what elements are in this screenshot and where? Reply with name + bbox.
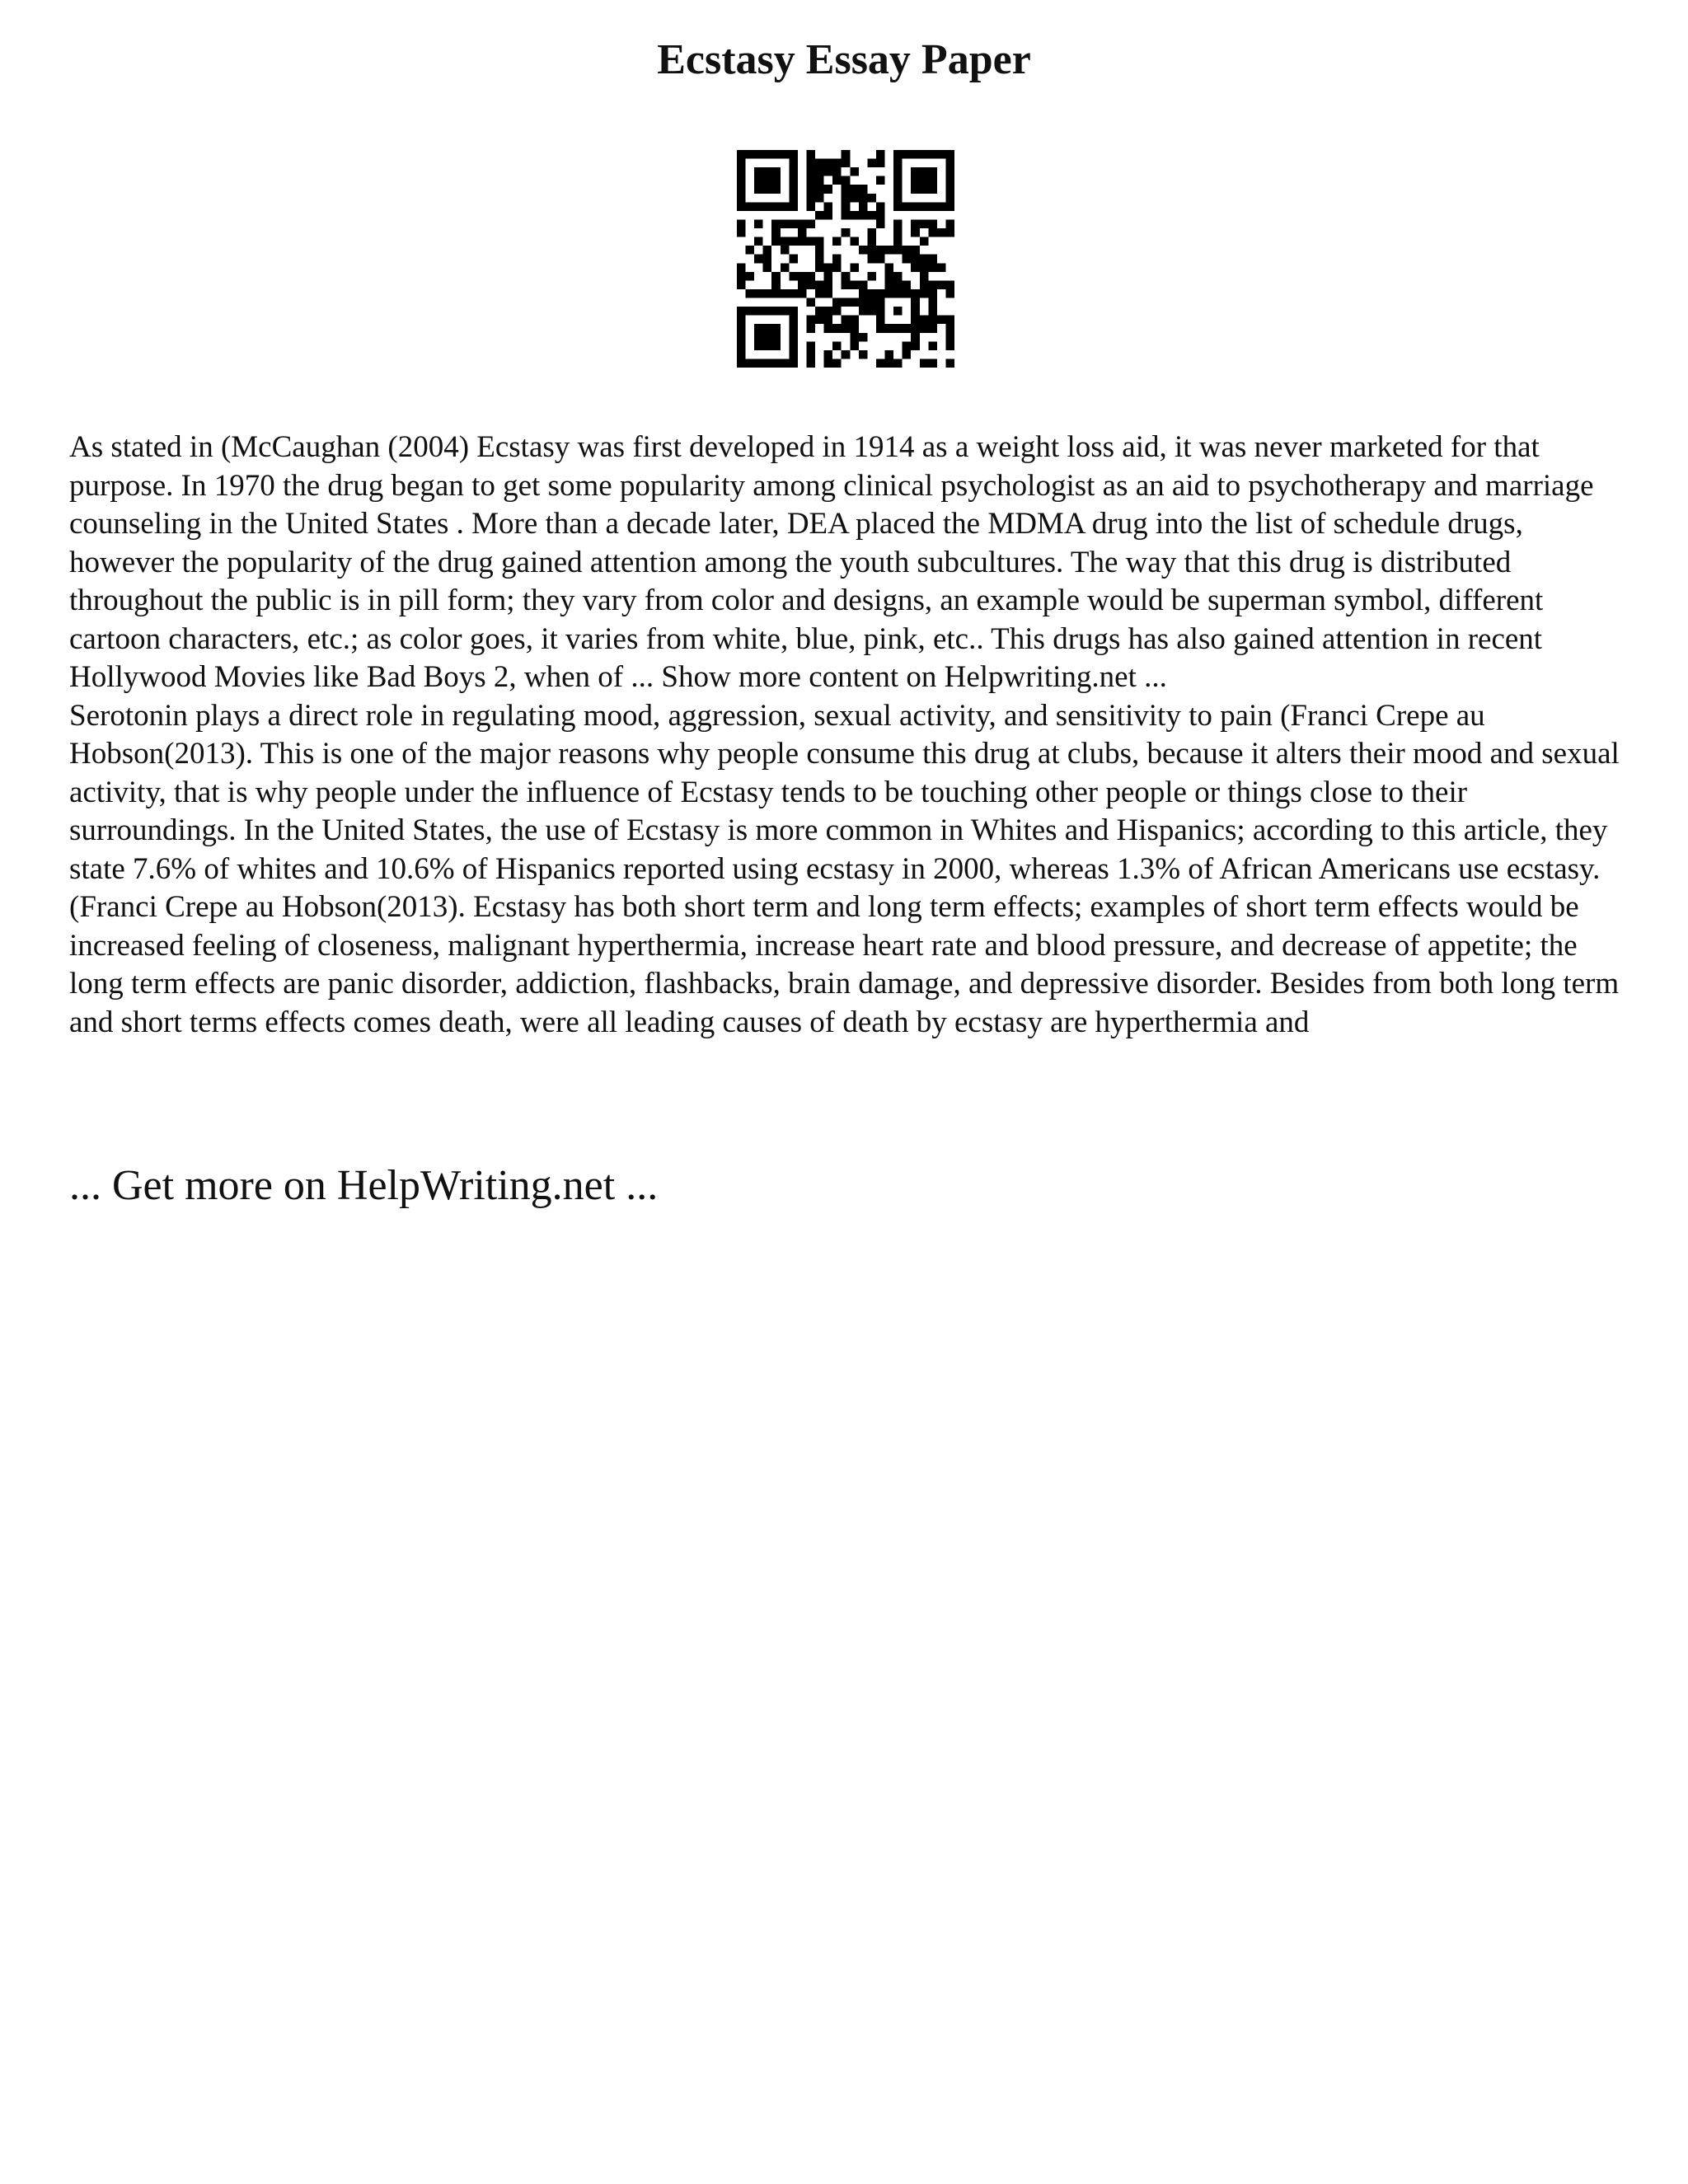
get-more-link[interactable]: ... Get more on HelpWriting.net ... — [69, 1162, 659, 1209]
qr-code-icon — [737, 150, 954, 368]
essay-body — [69, 429, 1627, 1042]
page-title: Ecstasy Essay Paper — [657, 36, 1031, 83]
essay-paragraph: Serotonin plays a direct role in regulating mood, aggression, sexual activity, and sensitivity to pain (Franci Crepe au Hobson(2013). This is one of the major reasons why people consume this drug at clubs, because it alters their mood and sexual activity, that is why people under the influence of Ecstasy tends to be touching other people or things close to their surroundings. In the United States, the use of Ecstasy is more common in Whites and Hispanics; according to this article, they state 7.6% of whites and 10.6% of Hispanics reported using ecstasy in 2000, whereas 1.3% of African Americans use ecstasy. (Franci Crepe au Hobson(2013). Ecstasy has both short term and long term effects; examples of short term effects would be increased feeling of closeness, malignant hyperthermia, increase heart rate and blood pressure, and decrease of appetite; the long term effects are panic disorder, addiction, flashbacks, brain damage, and depressive disorder. Besides from both long term and short terms effects comes death, were all leading causes of death by ecstasy are hyperthermia and — [69, 698, 1620, 1039]
essay-paragraph: As stated in (McCaughan (2004) Ecstasy was first developed in 1914 as a weight loss aid, it was never marketed for that purpose. In 1970 the drug began to get some popularity among clinical psychologist as an aid to psychotherapy and marriage counseling in the United States . More than a decade later, DEA placed the MDMA drug into the list of schedule drugs, however the popularity of the drug gained attention among the youth subcultures. The way that this drug is distributed throughout the public is in pill form; they vary from color and designs, an example would be superman symbol, different cartoon characters, etc.; as color goes, it varies from white, blue, pink, etc.. This drugs has also gained attention in recent Hollywood Movies like Bad Boys 2, when of ... Show more content on Helpwriting.net ... — [69, 430, 1594, 694]
